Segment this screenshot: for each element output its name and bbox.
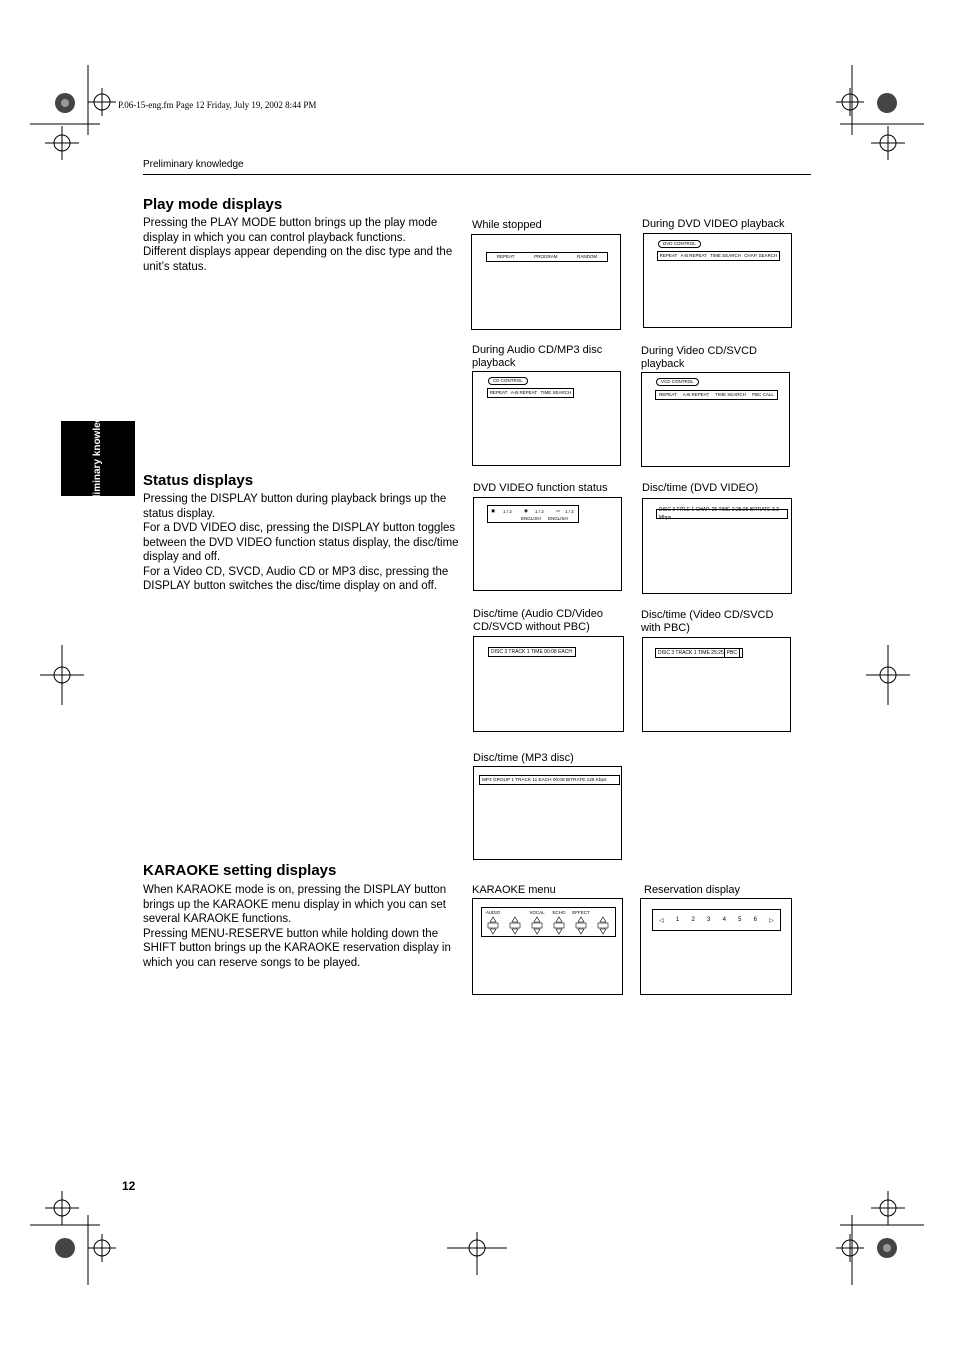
bar-item: A-B REPEAT [680,253,707,258]
side-tab-label: Preliminary knowledge [92,404,103,513]
file-header: P.06-15-eng.fm Page 12 Friday, July 19, 2002 8:44 PM [118,100,317,110]
reservation-slot: 5 [738,917,742,923]
screen-dvd-time [642,498,792,594]
angle-value: 1 / 2 [503,509,512,514]
paragraph: For a Video CD, SVCD, Audio CD or MP3 disc, pressing the DISPLAY button switches the disc/time display on and off. [143,565,449,592]
time-bar [479,775,620,785]
play-mode-bar [487,388,574,398]
play-mode-bar [657,251,780,261]
play-mode-title: Play mode displays [143,196,283,213]
pbc-badge: PBC [724,648,740,658]
right-arrow-icon: ▷ [769,917,774,924]
play-mode-bar [655,390,778,400]
audio-language: ENGLISH [521,516,541,521]
paragraph: For a DVD VIDEO disc, pressing the DISPLAY button toggles between the DVD VIDEO function status display, the disc/time display and off. [143,522,459,563]
control-pill: CD CONTROL [488,377,528,385]
bar-item: CHAP. SEARCH [744,253,778,258]
page-number: 12 [122,1179,136,1193]
time-bar [656,509,788,519]
caption-video-cd: During Video CD/SVCD playback [641,345,757,370]
bar-item: TIME SEARCH [540,390,572,395]
left-arrow-icon: ◁ [659,917,664,924]
caption-cd-time: Disc/time (Audio CD/Video CD/SVCD without PBC) [473,608,604,633]
time-text: DISC 3 TRACK 1 TIME 25:25 [658,650,724,656]
karaoke-text [143,883,461,970]
play-mode-bar [486,252,608,262]
karaoke-arrows [482,908,615,936]
time-text: DISC 3 TITLE 1 CHAP. 25 TIME 2:25:25 BITRATE 3.3 Mbps [659,507,779,521]
time-bar [488,647,576,657]
side-tab [61,404,135,513]
subtitle-language: ENGLISH [548,516,568,521]
audio-value: 1 / 2 [535,509,544,514]
screen-dvd-status [473,497,622,591]
subtitle-icon: ▭ [556,508,561,513]
reservation-slot: 4 [722,917,726,923]
bar-item: PROGRAM [534,254,558,259]
reservation-slot: 3 [707,917,711,923]
running-header: Preliminary knowledge [143,159,244,170]
caption-reservation: Reservation display [644,884,740,896]
paragraph: Pressing MENU-RESERVE button while holding down the SHIFT button brings up the KARAOKE reservation display in which you can reserve songs to be played. [143,927,451,969]
status-bar [487,505,579,523]
time-text: DISC 3 TRACK 1 TIME 00:08 EACH [491,649,572,655]
up-arrow-icon [490,917,606,922]
bar-item: REPEAT [659,392,677,397]
bar-item: RANDOM [577,254,598,259]
screen-dvd-playback [643,233,792,328]
status-text [143,492,461,594]
bar-item: PBC CALL [752,392,774,397]
paragraph: When KARAOKE mode is on, pressing the DISPLAY button brings up the KARAOKE menu display in which you can set several KARAOKE functions. [143,884,447,925]
status-title: Status displays [143,472,254,489]
bar-item: REPEAT [489,390,508,395]
paragraph: Pressing the PLAY MODE button brings up the play mode display in which you can control playback functions. [143,217,438,244]
paragraph: Pressing the DISPLAY button during playback brings up the status display. [143,493,447,520]
paragraph: Different displays appear depending on the disc type and the unit’s status. [143,246,453,273]
menu-label: EFFECT [572,910,590,915]
menu-label: ECHO [552,910,566,915]
screen-vcd-time [642,637,791,732]
bar-item: REPEAT [496,254,515,259]
screen-cd-time [473,636,624,732]
reservation-slot: 6 [753,917,757,923]
bar-item: TIME SEARCH [710,253,741,258]
caption-dvd-status: DVD VIDEO function status [473,482,608,494]
time-text: MP3 GROUP 1 TRACK 11 EACH 00:08 BITRATE 128 Kbps [482,777,607,782]
caption-dvd-time: Disc/time (DVD VIDEO) [642,482,759,494]
screen-reservation [640,898,792,995]
screen-mp3-time [473,766,622,860]
bar-item: REPEAT [659,253,678,258]
play-mode-text [143,216,461,274]
screen-audio-cd [472,371,621,466]
down-arrow-icon [490,929,606,934]
caption-audio-cd: During Audio CD/MP3 disc playback [472,344,603,369]
screen-karaoke-menu [472,898,623,995]
karaoke-menu-bar [481,907,616,937]
subtitle-value: 1 / 2 [565,509,574,514]
caption-while-stopped: While stopped [472,219,542,231]
reservation-slot: 2 [691,917,695,923]
screen-video-cd [641,372,790,467]
reservation-bar [652,909,781,931]
menu-label: VOCAL [529,910,545,915]
control-pill: VCD CONTROL [656,378,699,386]
time-bar [655,648,743,658]
caption-vcd-time: Disc/time (Video CD/SVCD with PBC) [641,609,774,634]
angle-icon: ▣ [491,508,496,513]
karaoke-title: KARAOKE setting displays [143,862,337,879]
bar-item: A-B REPEAT [510,390,538,395]
caption-dvd-playback: During DVD VIDEO playback [642,218,785,230]
bar-item: TIME SEARCH [715,392,747,397]
caption-mp3-time: Disc/time (MP3 disc) [473,752,574,764]
bar-item: A-B REPEAT [682,392,710,397]
control-pill: DVD CONTROL [658,240,701,248]
caption-karaoke-menu: KARAOKE menu [472,884,556,896]
screen-while-stopped [471,234,621,330]
menu-label: AUDIO [485,910,501,915]
audio-icon: ◉ [524,508,528,513]
header-rule [143,174,811,175]
reservation-slot: 1 [675,917,680,923]
